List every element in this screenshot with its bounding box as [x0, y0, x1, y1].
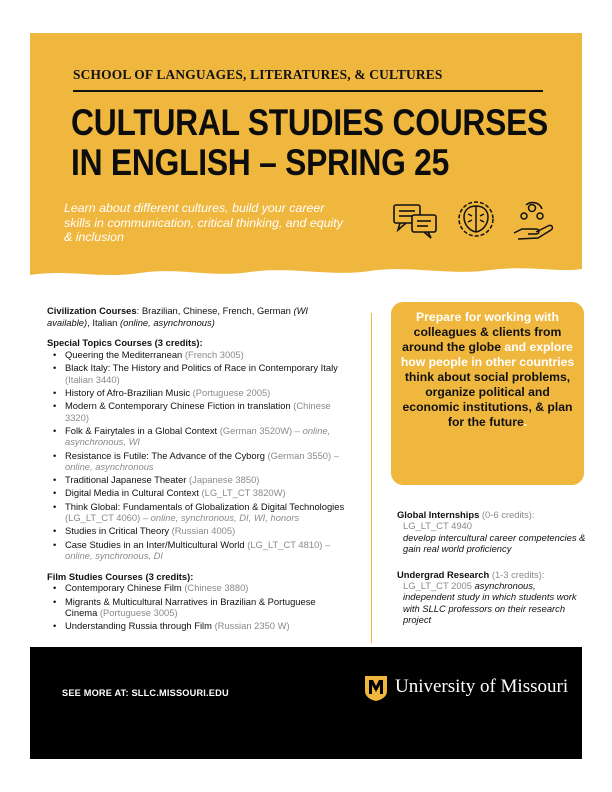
course-code: (Russian 4005) [171, 525, 236, 537]
callout-part-4: think about social problems, organize political and economic institutions, & plan for the future [402, 370, 573, 429]
list-item [51, 525, 347, 537]
extra-opportunities [397, 509, 587, 640]
list-item [51, 450, 347, 473]
list-item [51, 487, 347, 499]
course-title: Studies in Critical Theory [65, 525, 172, 537]
brain-gear-icon [459, 202, 493, 236]
course-list [47, 305, 347, 641]
course-code: (LG_LT_CT 3820W) [201, 487, 286, 499]
civilization-courses [47, 305, 347, 328]
civilization-online: (online, asynchronous) [119, 316, 215, 328]
torn-paper-edge [30, 253, 582, 293]
special-topics-list [51, 349, 347, 562]
special-topics-heading: Special Topics Courses (3 credits): [47, 337, 203, 349]
course-code: (German 3520W) – [219, 424, 303, 436]
film-studies-heading: Film Studies Courses (3 credits): [47, 570, 194, 582]
research-credits: (1-3 credits): [489, 568, 545, 580]
research-desc: asynchronous, independent study in which students work with SLLC professors on their research project [403, 580, 577, 626]
course-code: (Chinese 3320) [65, 399, 331, 423]
research-heading: Undergrad Research [397, 568, 490, 580]
course-title: Digital Media in Cultural Context [65, 487, 202, 499]
list-item [51, 539, 347, 562]
course-title: Contemporary Chinese Film [65, 582, 185, 594]
callout-part-1: Prepare for working with [416, 310, 559, 324]
list-item [51, 474, 347, 486]
course-note: online, asynchronous, WI [65, 424, 331, 448]
title-line-2: IN ENGLISH – SPRING 25 [71, 142, 450, 183]
course-note: online, asynchronous [65, 461, 154, 473]
mizzou-logo-icon [364, 675, 388, 702]
list-item [51, 349, 347, 361]
film-studies-section [47, 571, 347, 632]
course-title: Resistance is Futile: The Advance of the Cyborg [65, 449, 268, 461]
school-name: SCHOOL OF LANGUAGES, LITERATURES, & CULTURES [73, 67, 443, 82]
chat-bubbles-icon [394, 205, 436, 238]
special-topics-section [47, 337, 347, 562]
list-item [51, 582, 347, 594]
course-code: (LG_LT_CT 4060) – [65, 512, 151, 524]
internships-heading: Global Internships [397, 509, 480, 520]
course-title: Traditional Japanese Theater [65, 474, 190, 486]
list-item [51, 400, 347, 423]
internships-block [397, 509, 587, 555]
course-title: Think Global: Fundamentals of Globalization & Digital Technologies [65, 500, 345, 512]
course-code: (LG_LT_CT 4810) – [247, 538, 331, 550]
title-line-1: CULTURAL STUDIES COURSES [71, 102, 549, 143]
callout-part-3: and explore how people in other countries [400, 340, 575, 369]
course-code: (Russian 2350 W) [214, 620, 290, 632]
internships-credits: (0-6 credits): [479, 509, 535, 520]
list-item [51, 620, 347, 632]
civilization-wi: (WI available) [47, 305, 309, 328]
see-more-link[interactable]: SEE MORE AT: SLLC.MISSOURI.EDU [62, 688, 229, 698]
header-icons [390, 199, 560, 243]
internships-desc: develop intercultural career competencies & gain real world proficiency [403, 531, 586, 555]
course-code: (French 3005) [184, 348, 244, 360]
tagline: Learn about different cultures, build your career skills in communication, critical thinking, and equity & inclusion [64, 201, 343, 244]
course-title: Black Italy: The History and Politics of Race in Contemporary Italy [65, 361, 338, 373]
footer-bar [30, 647, 582, 759]
callout-box [391, 302, 584, 485]
header-rule [73, 90, 543, 92]
course-title: Modern & Contemporary Chinese Fiction in translation [65, 399, 294, 411]
university-name: University of Missouri [395, 676, 569, 697]
course-code: (Chinese 3880) [184, 582, 249, 594]
course-note: online, synchronous, DI, WI, honors [150, 512, 300, 524]
column-divider [371, 313, 372, 643]
course-title: Understanding Russia through Film [65, 620, 215, 632]
internships-code: LG_LT_CT 4940 [403, 520, 472, 532]
list-item [51, 596, 347, 619]
course-title: Folk & Fairytales in a Global Context [65, 424, 220, 436]
hand-people-icon [514, 202, 552, 239]
research-block [397, 569, 587, 626]
callout-part-5: . [523, 415, 528, 429]
course-code: (Portuguese 3005) [99, 607, 178, 619]
page-title [71, 103, 548, 183]
list-item [51, 387, 347, 399]
research-code: LG_LT_CT 2005 [403, 580, 475, 592]
course-title: Migrants & Multicultural Narratives in Brazilian & Portuguese Cinema [65, 595, 316, 619]
film-studies-list [51, 582, 347, 632]
course-code: (Japanese 3850) [189, 474, 260, 486]
header-banner [30, 33, 582, 293]
list-item [51, 425, 347, 448]
callout-part-2: colleagues & clients from around the globe [402, 325, 562, 354]
course-title: Case Studies in an Inter/Multicultural World [65, 538, 248, 550]
course-title: History of Afro-Brazilian Music [65, 386, 193, 398]
course-code: (Italian 3440) [65, 373, 120, 385]
civilization-text-2: , Italian [87, 316, 120, 328]
course-title: Queering the Mediterranean [65, 348, 185, 360]
civilization-heading: Civilization Courses [47, 305, 137, 316]
list-item [51, 362, 347, 385]
civilization-text: : Brazilian, Chinese, French, German [136, 305, 294, 316]
course-code: (Portuguese 2005) [192, 386, 271, 398]
course-note: online, synchronous, DI [65, 550, 163, 562]
course-code: (German 3550) – [267, 449, 339, 461]
list-item [51, 501, 347, 524]
